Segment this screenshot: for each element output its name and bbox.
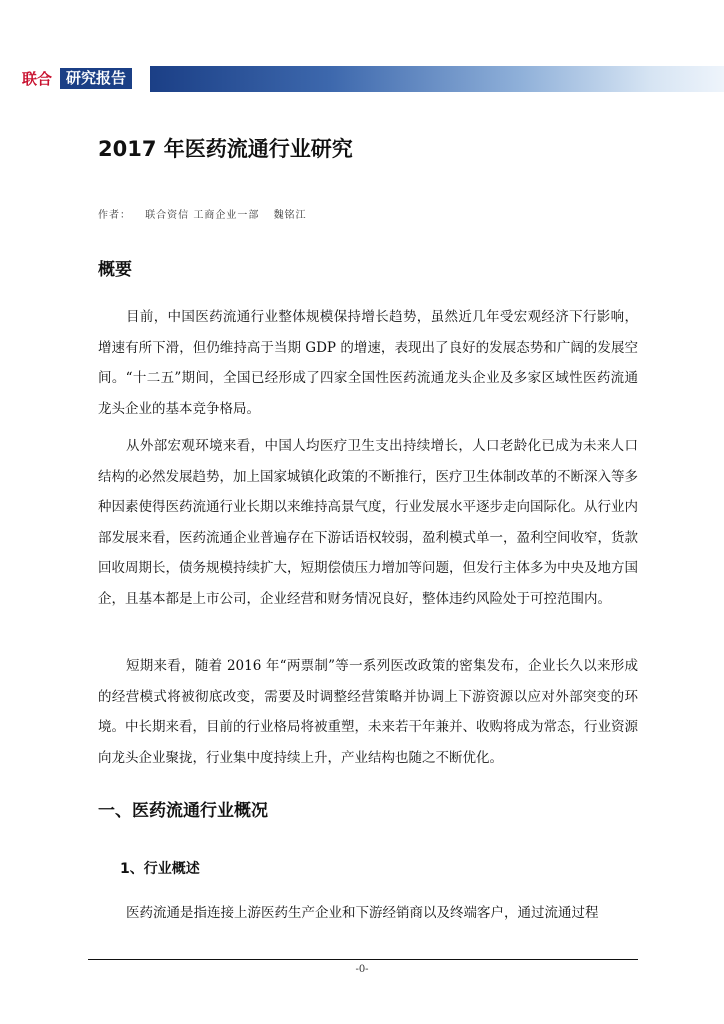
summary-paragraph-2: 从外部宏观环境来看，中国人均医疗卫生支出持续增长，人口老龄化已成为未来人口结构的必然发展趋势，加上国家城镇化政策的不断推行，医疗卫生体制改革的不断深入等多种因素使得医药流通行业长期以来维持高景气度，行业发展水平逐步走向国际化。从行业内部发展来看，医药流通企业普遍存在下游话语权较弱，盈利模式单一，盈利空间收窄，货款回收周期长，债务规模持续扩大，短期偿债压力增加等问题，但发行主体多为中央及地方国企，且基本都是上市公司，企业经营和财务情况良好，整体违约风险处于可控范围内。 (98, 438, 638, 607)
author-org: 联合资信 工商企业一部 (145, 210, 260, 221)
author-line (98, 206, 317, 221)
author-name: 魏铭江 (273, 210, 307, 221)
subsection-heading: 1、行业概述 (120, 861, 200, 877)
document-title: 2017 年医药流通行业研究 (98, 137, 353, 161)
summary-paragraph-1: 目前，中国医药流通行业整体规模保持增长趋势，虽然近几年受宏观经济下行影响，增速有所下滑，但仍维持高于当期 GDP 的增速，表现出了良好的发展态势和广阔的发展空间。“十二五”期间，全国已经形成了四家全国性医药流通龙头企业及多家区域性医药流通龙头企业的基本竞争格局。 (98, 309, 638, 417)
summary-paragraph-3: 短期来看，随着 2016 年“两票制”等一系列医改政策的密集发布，企业长久以来形成的经营模式将被彻底改变，需要及时调整经营策略并协调上下游资源以应对外部突变的环境。中长期来看，目前的行业格局将被重塑，未来若干年兼并、收购将成为常态，行业资源向龙头企业聚拢，行业集中度持续上升，产业结构也随之不断优化。 (98, 658, 638, 766)
page-number: -0- (355, 964, 369, 975)
author-label: 作者： (98, 210, 131, 221)
brand-report-label: 研究报告 (60, 68, 132, 89)
summary-heading: 概要 (98, 260, 132, 280)
brand-name: 联合 (22, 70, 53, 88)
body-paragraph: 医药流通是指连接上游医药生产企业和下游经销商以及终端客户，通过流通过程 (126, 905, 599, 921)
section-heading: 一、医药流通行业概况 (98, 801, 268, 821)
footer-divider (88, 959, 638, 960)
